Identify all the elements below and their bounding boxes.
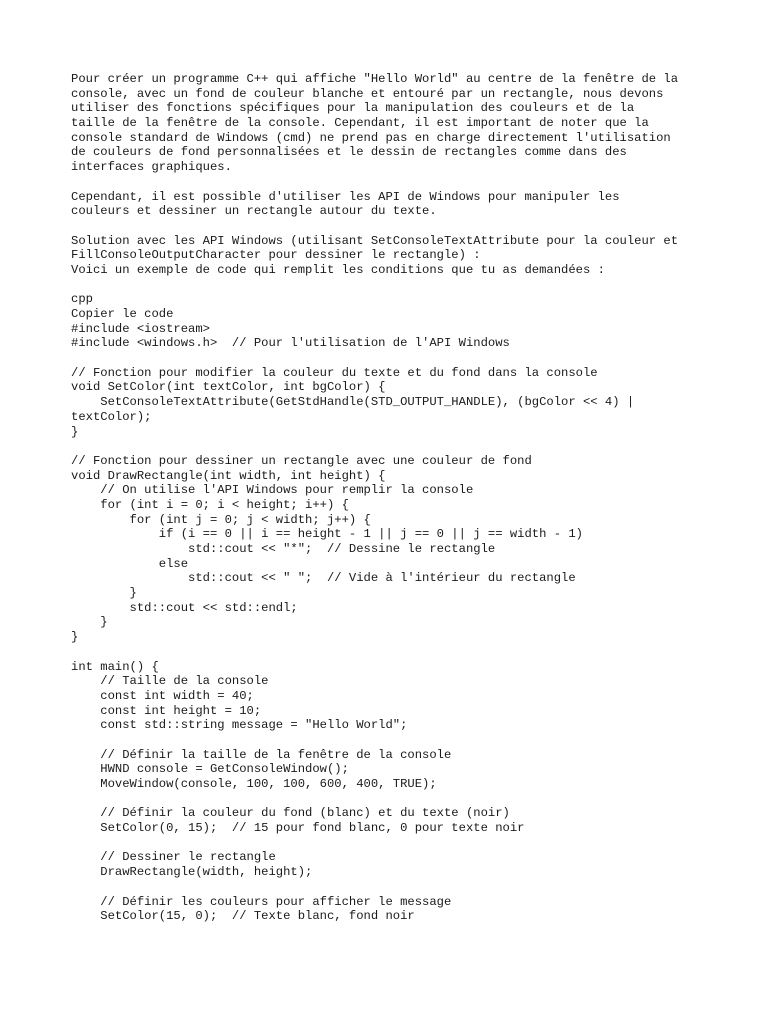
code-line: } [71, 630, 79, 645]
text-line: console, avec un fond de couleur blanche et entouré par un rectangle, nous devons [71, 86, 664, 101]
code-line: void SetColor(int textColor, int bgColor) { [71, 380, 386, 395]
code-line: std::cout << std::endl; [71, 600, 298, 615]
code-line: } [71, 424, 79, 439]
code-line: } [71, 586, 137, 601]
code-line: // Taille de la console [71, 674, 269, 689]
text-line: console standard de Windows (cmd) ne prend pas en charge directement l'utilisation [71, 130, 671, 145]
code-line [71, 733, 731, 748]
code-line [71, 439, 731, 454]
code-line: for (int i = 0; i < height; i++) { [71, 497, 349, 512]
code-line: textColor); [71, 409, 152, 424]
code-line [71, 351, 731, 366]
code-line: // Définir la couleur du fond (blanc) et du texte (noir) [71, 806, 510, 821]
code-line [71, 836, 731, 851]
text-line: taille de la fenêtre de la console. Cependant, il est important de noter que la [71, 116, 649, 131]
paragraph-gap [71, 278, 731, 293]
text-line: FillConsoleOutputCharacter pour dessiner le rectangle) : [71, 248, 481, 263]
code-line: SetColor(15, 0); // Texte blanc, fond noir [71, 909, 415, 924]
code-line: int main() { [71, 659, 159, 674]
code-line: else [71, 556, 189, 571]
code-line: // Définir la taille de la fenêtre de la console [71, 747, 452, 762]
code-line: const int height = 10; [71, 703, 262, 718]
code-line: SetConsoleTextAttribute(GetStdHandle(STD_OUTPUT_HANDLE), (bgColor << 4) | [71, 395, 635, 410]
code-line: std::cout << "*"; // Dessine le rectangle [71, 542, 496, 556]
code-line: } [71, 615, 108, 630]
intro-paragraph-3 [71, 234, 731, 278]
code-line [71, 792, 731, 807]
text-line: Voici un exemple de code qui remplit les conditions que tu as demandées : [71, 262, 605, 277]
text-line: utiliser des fonctions spécifiques pour la manipulation des couleurs et de la [71, 101, 635, 116]
code-line: // Définir les couleurs pour afficher le message [71, 894, 452, 909]
text-line: couleurs et dessiner un rectangle autour du texte. [71, 204, 437, 219]
paragraph-gap [71, 219, 731, 234]
code-line: #include <windows.h> // Pour l'utilisation de l'API Windows [71, 336, 510, 351]
text-line: de couleurs de fond personnalisées et le dessin de rectangles comme dans des [71, 145, 627, 160]
copy-code-button[interactable]: Copier le code [71, 307, 174, 321]
code-line: for (int j = 0; j < width; j++) { [71, 512, 371, 527]
code-line [71, 645, 731, 660]
code-line: const std::string message = "Hello World"; [71, 718, 408, 733]
code-line: std::cout << " "; // Vide à l'intérieur du rectangle [71, 571, 576, 586]
code-line: // Fonction pour dessiner un rectangle avec une couleur de fond [71, 453, 532, 468]
text-line: interfaces graphiques. [71, 160, 232, 175]
code-line: #include <iostream> [71, 321, 210, 336]
text-line: Cependant, il est possible d'utiliser les API de Windows pour manipuler les [71, 189, 620, 204]
code-line: // Fonction pour modifier la couleur du texte et du fond dans la console [71, 365, 598, 380]
code-block [71, 322, 731, 924]
code-line: DrawRectangle(width, height); [71, 865, 313, 880]
code-line: // Dessiner le rectangle [71, 850, 276, 865]
intro-paragraph-2 [71, 190, 731, 219]
code-line: MoveWindow(console, 100, 100, 600, 400, TRUE); [71, 777, 437, 791]
paragraph-gap [71, 175, 731, 190]
text-line: Solution avec les API Windows (utilisant SetConsoleTextAttribute pour la couleur et [71, 233, 679, 248]
text-line: Pour créer un programme C++ qui affiche "Hello World" au centre de la fenêtre de la [71, 72, 679, 86]
code-line [71, 880, 731, 895]
intro-paragraph-1 [71, 72, 731, 175]
code-line: const int width = 40; [71, 688, 254, 703]
code-language-label: cpp [71, 292, 93, 307]
code-line: if (i == 0 || i == height - 1 || j == 0 || j == width - 1) [71, 527, 583, 542]
code-line: void DrawRectangle(int width, int height) { [71, 468, 386, 483]
document-page [71, 72, 731, 924]
code-line: // On utilise l'API Windows pour remplir la console [71, 483, 474, 498]
code-line: SetColor(0, 15); // 15 pour fond blanc, 0 pour texte noir [71, 821, 525, 836]
code-line: HWND console = GetConsoleWindow(); [71, 762, 349, 777]
